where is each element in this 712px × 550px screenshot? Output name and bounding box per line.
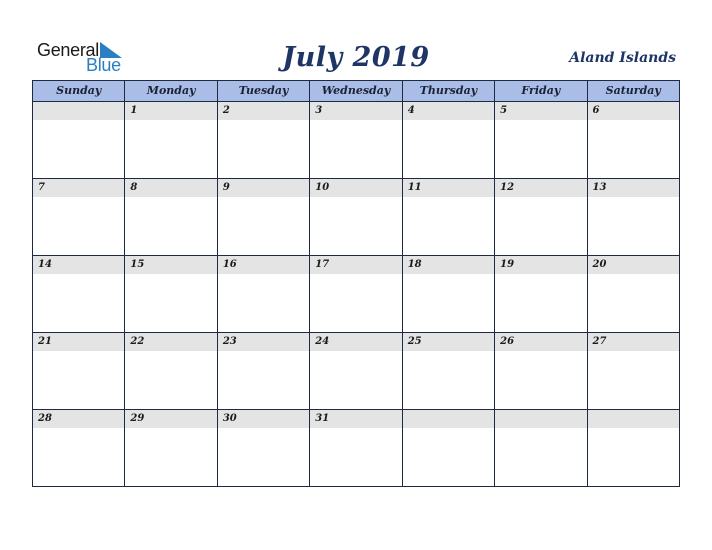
day-cell [495, 256, 587, 333]
day-number [403, 410, 494, 428]
day-number: 2 [218, 102, 309, 120]
day-cell [403, 179, 495, 256]
day-cell [125, 410, 217, 487]
region-name: Aland Islands [569, 50, 676, 66]
day-cell [310, 256, 402, 333]
day-cell [32, 333, 125, 410]
day-number: 17 [310, 256, 401, 274]
logo-word-general: General [37, 40, 99, 60]
day-cell [588, 410, 680, 487]
week-row [32, 410, 680, 487]
day-number: 25 [403, 333, 494, 351]
day-cell [125, 102, 217, 179]
day-cell [310, 102, 402, 179]
day-number: 27 [588, 333, 679, 351]
day-number: 12 [495, 179, 586, 197]
day-cell [125, 179, 217, 256]
week-row [32, 256, 680, 333]
day-number: 14 [33, 256, 124, 274]
day-cell [32, 256, 125, 333]
day-number: 3 [310, 102, 401, 120]
day-number: 7 [33, 179, 124, 197]
day-number: 18 [403, 256, 494, 274]
day-cell [32, 102, 125, 179]
day-number: 9 [218, 179, 309, 197]
day-cell [218, 102, 310, 179]
day-cell [588, 256, 680, 333]
day-number: 13 [588, 179, 679, 197]
month-title: July 2019 [282, 42, 430, 73]
day-number: 26 [495, 333, 586, 351]
day-number: 21 [33, 333, 124, 351]
weekday-header-row [32, 80, 680, 102]
day-cell [403, 102, 495, 179]
weekday-header: Saturday [588, 80, 680, 102]
day-number: 30 [218, 410, 309, 428]
day-cell [218, 333, 310, 410]
week-row [32, 333, 680, 410]
day-cell [32, 179, 125, 256]
day-cell [218, 410, 310, 487]
day-cell [495, 333, 587, 410]
day-number: 20 [588, 256, 679, 274]
logo-word-blue: Blue [86, 55, 121, 75]
day-cell [310, 410, 402, 487]
day-number [588, 410, 679, 428]
day-number: 11 [403, 179, 494, 197]
day-cell [588, 102, 680, 179]
day-number: 31 [310, 410, 401, 428]
weekday-header: Thursday [403, 80, 495, 102]
day-number: 29 [125, 410, 216, 428]
day-cell [125, 256, 217, 333]
day-cell [310, 179, 402, 256]
day-number: 1 [125, 102, 216, 120]
day-number: 22 [125, 333, 216, 351]
weekday-header: Wednesday [310, 80, 402, 102]
day-cell [403, 410, 495, 487]
weekday-header: Tuesday [218, 80, 310, 102]
day-cell [310, 333, 402, 410]
day-number: 24 [310, 333, 401, 351]
day-number: 10 [310, 179, 401, 197]
day-cell [32, 410, 125, 487]
day-cell [588, 179, 680, 256]
calendar-grid [32, 80, 680, 486]
week-row [32, 102, 680, 179]
day-cell [495, 102, 587, 179]
day-number: 4 [403, 102, 494, 120]
day-cell [588, 333, 680, 410]
day-number: 19 [495, 256, 586, 274]
week-row [32, 179, 680, 256]
day-cell [403, 333, 495, 410]
day-number: 8 [125, 179, 216, 197]
weekday-header: Monday [125, 80, 217, 102]
day-cell [218, 179, 310, 256]
day-cell [125, 333, 217, 410]
day-number: 23 [218, 333, 309, 351]
day-number [33, 102, 124, 120]
day-number: 16 [218, 256, 309, 274]
weekday-header: Sunday [32, 80, 125, 102]
day-cell [495, 410, 587, 487]
day-cell [495, 179, 587, 256]
day-number: 15 [125, 256, 216, 274]
day-number [495, 410, 586, 428]
day-cell [403, 256, 495, 333]
weekday-header: Friday [495, 80, 587, 102]
day-cell [218, 256, 310, 333]
day-number: 28 [33, 410, 124, 428]
day-number: 5 [495, 102, 586, 120]
day-number: 6 [588, 102, 679, 120]
